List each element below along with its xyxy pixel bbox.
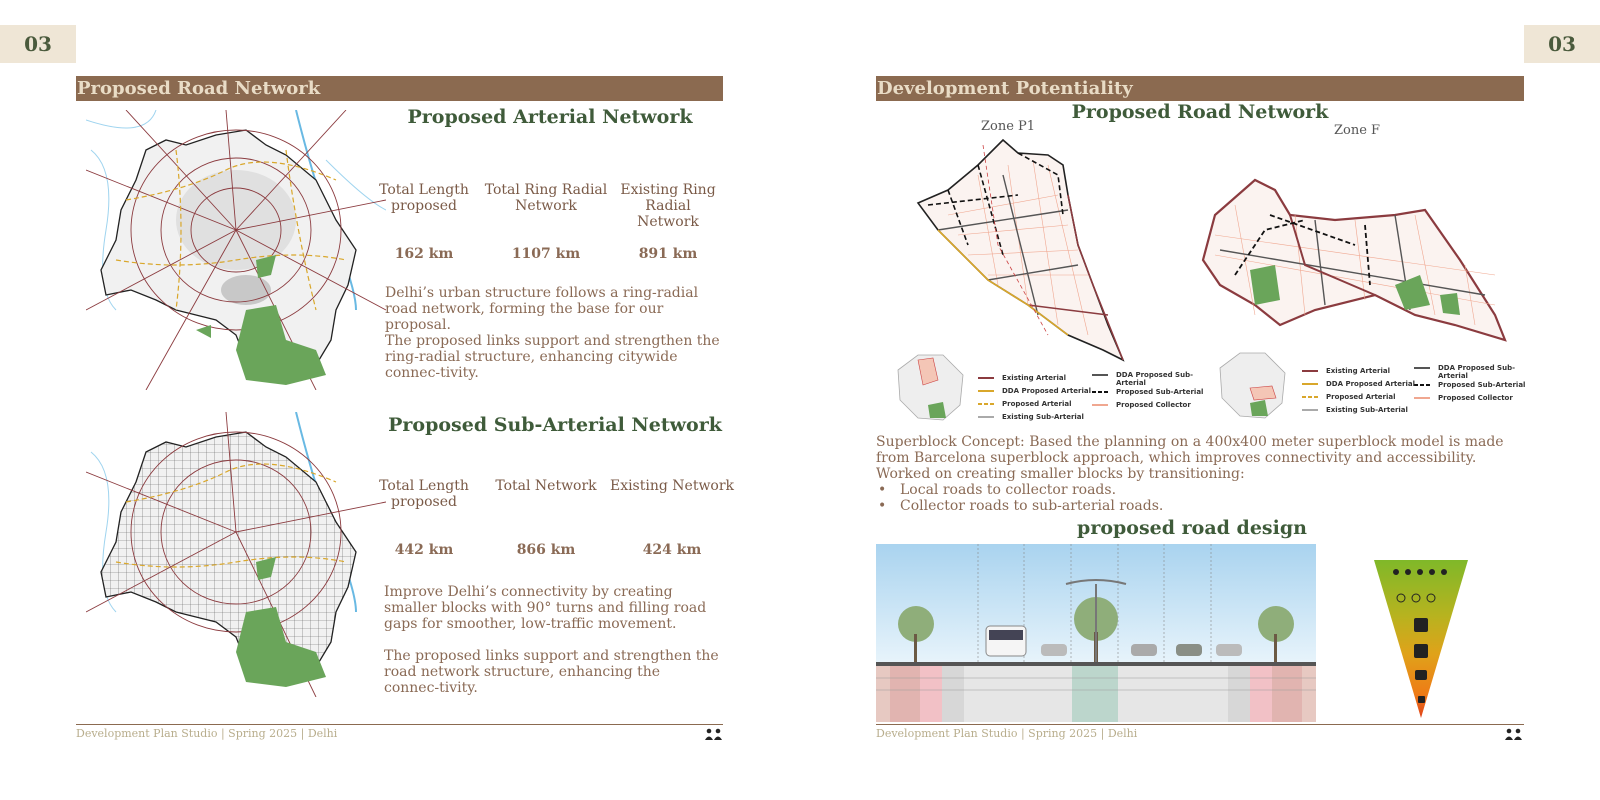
sub-arterial-paragraph-2: The proposed links support and strengthen the road network structure, enhancing the connec-tivity. [384, 648, 719, 696]
footer-rule-left [76, 724, 723, 725]
page-number-left: 03 [0, 25, 76, 63]
sub-arterial-stat-value-1: 442 km [394, 542, 454, 558]
sub-arterial-stat-label-3: Existing Network [609, 478, 735, 494]
list-item: • Local roads to collector roads. [876, 482, 1526, 498]
people-icon [1504, 725, 1524, 737]
arterial-stat-label-2: Total Ring Radial Network [484, 182, 608, 214]
arterial-stat-value-1: 162 km [394, 246, 454, 262]
sub-arterial-paragraph-1: Improve Delhi’s connectivity by creating smaller blocks with 90° turns and filling road gaps for smoother, low-traffic movement. [384, 584, 707, 632]
road-cross-section [876, 544, 1316, 722]
zone-p1-key-map [888, 350, 968, 422]
list-item: • Collector roads to sub-arterial roads. [876, 498, 1526, 514]
arterial-paragraph-1: Delhi’s urban structure follows a ring-radial road network, forming the base for our proposal. [385, 285, 699, 333]
superblock-paragraph: Superblock Concept: Based the planning on a 400x400 meter superblock model is made from Barcelona superblock approach, which improves connectivity and accessibility. [876, 434, 1504, 466]
sub-arterial-heading: Proposed Sub-Arterial Network [388, 414, 722, 436]
arterial-network-map [86, 110, 386, 390]
zone-p1-map [908, 135, 1138, 365]
sub-arterial-stat-label-1: Total Length proposed [379, 478, 469, 510]
sub-arterial-stat-value-2: 866 km [516, 542, 576, 558]
arterial-stat-value-3: 891 km [638, 246, 698, 262]
transition-intro: Worked on creating smaller blocks by transitioning: [876, 466, 1245, 482]
arterial-stat-label-1: Total Length proposed [379, 182, 469, 214]
footer-left: Development Plan Studio | Spring 2025 | Delhi [76, 727, 338, 740]
sub-arterial-stat-value-3: 424 km [642, 542, 702, 558]
arterial-stat-label-3: Existing Ring Radial Network [620, 182, 716, 230]
zone-p1-label: Zone P1 [981, 119, 1036, 134]
transition-list [876, 482, 1526, 514]
arterial-stat-value-2: 1107 km [511, 246, 581, 262]
mode-priority-pyramid [1346, 550, 1516, 722]
footer-rule-right [876, 724, 1524, 725]
zone-f-key-map [1210, 348, 1290, 420]
sub-arterial-stat-label-2: Total Network [495, 478, 597, 494]
road-design-heading: proposed road design [1077, 517, 1307, 539]
section-title-bar: Proposed Road Network [76, 76, 723, 101]
section-title-bar-right: Development Potentiality [876, 76, 1524, 101]
legend-zone-f: Existing Arterial DDA Proposed Arterial Proposed Arterial Existing Sub-Arterial DDA Proposed Sub-Arterial Proposed Sub-Arterial Proposed Collector [1326, 364, 1526, 414]
page-number-right: 03 [1524, 25, 1600, 63]
zone-f-map [1195, 175, 1515, 350]
footer-right: Development Plan Studio | Spring 2025 | Delhi [876, 727, 1138, 740]
zone-f-label: Zone F [1334, 123, 1381, 138]
road-network-heading: Proposed Road Network [1071, 101, 1329, 123]
arterial-paragraph-2: The proposed links support and strengthen the ring-radial structure, enhancing citywide connec-tivity. [385, 333, 720, 381]
arterial-heading: Proposed Arterial Network [407, 106, 693, 128]
legend-zone-p1: Existing Arterial DDA Proposed Arterial Proposed Arterial Existing Sub-Arterial DDA Proposed Sub-Arterial Proposed Sub-Arterial Proposed Collector [1002, 371, 1204, 421]
people-icon [704, 725, 724, 737]
sub-arterial-network-map [86, 412, 386, 697]
